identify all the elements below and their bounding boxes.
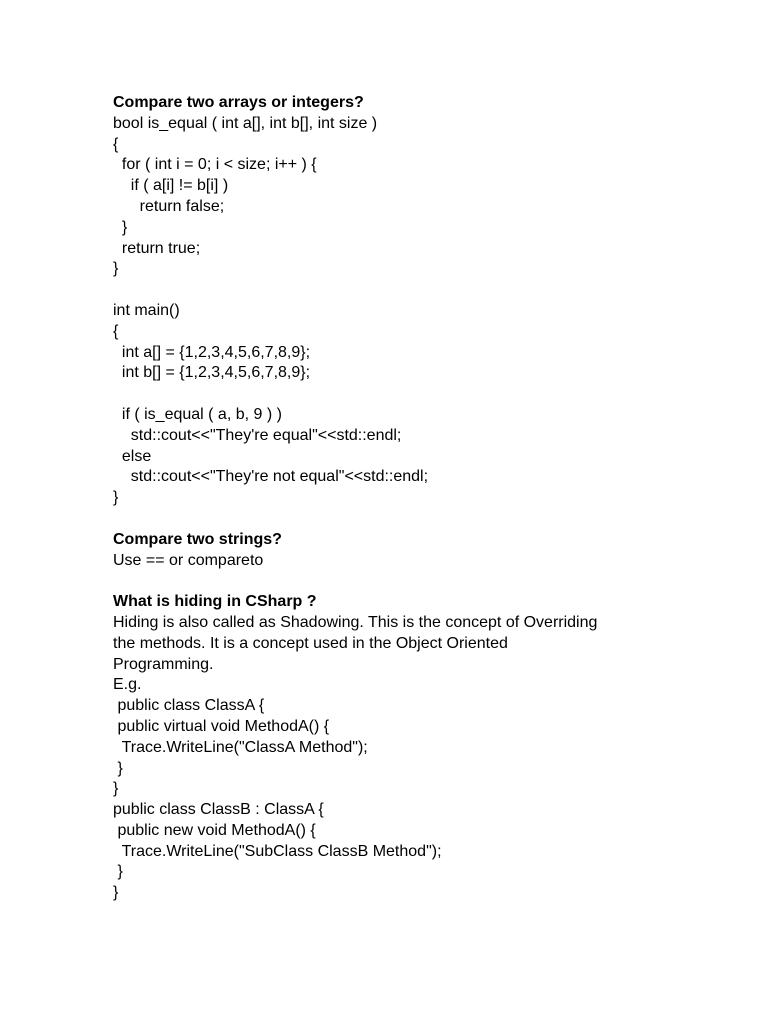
code-line: int b[] = {1,2,3,4,5,6,7,8,9}; <box>113 364 311 382</box>
code-line: if ( a[i] != b[i] ) <box>113 177 229 195</box>
code-line: int main() <box>113 301 180 319</box>
body-text-compare-strings: Use == or compareto <box>113 551 264 569</box>
paragraph-line: Programming. <box>113 655 214 673</box>
code-line: public new void MethodA() { <box>113 821 316 839</box>
code-line: } <box>113 260 119 278</box>
code-line: { <box>113 322 119 340</box>
spacer <box>113 509 713 530</box>
code-line: return true; <box>113 239 201 257</box>
heading-compare-strings: Compare two strings? <box>113 530 282 548</box>
code-line: for ( int i = 0; i < size; i++ ) { <box>113 156 317 174</box>
code-line: bool is_equal ( int a[], int b[], int size ) <box>113 114 378 132</box>
code-line: public class ClassA { <box>113 697 265 715</box>
code-line: else <box>113 447 152 465</box>
code-line: int a[] = {1,2,3,4,5,6,7,8,9}; <box>113 343 311 361</box>
code-line: } <box>113 489 119 507</box>
paragraph-line: the methods. It is a concept used in the Object Oriented <box>113 634 508 652</box>
heading-compare-arrays: Compare two arrays or integers? <box>113 94 364 111</box>
code-line <box>113 384 713 405</box>
code-line: } <box>113 218 128 236</box>
code-line <box>113 280 713 301</box>
code-line: std::cout<<"They're equal"<<std::endl; <box>113 426 402 444</box>
code-line: } <box>113 759 123 777</box>
code-block-compare-arrays <box>113 114 713 509</box>
code-line: } <box>113 780 119 798</box>
code-line: } <box>113 884 119 902</box>
spacer <box>113 571 713 592</box>
code-block-hiding <box>113 696 713 904</box>
code-line: if ( is_equal ( a, b, 9 ) ) <box>113 405 282 423</box>
code-line: Trace.WriteLine("ClassA Method"); <box>113 738 368 756</box>
code-line: public virtual void MethodA() { <box>113 717 330 735</box>
paragraph-hiding <box>113 613 713 675</box>
code-line: } <box>113 863 123 881</box>
example-label: E.g. <box>113 676 142 694</box>
code-line: { <box>113 135 119 153</box>
document-page <box>113 93 713 904</box>
code-line: return false; <box>113 197 225 215</box>
paragraph-line: Hiding is also called as Shadowing. This is the concept of Overriding <box>113 613 598 631</box>
heading-hiding-csharp: What is hiding in CSharp ? <box>113 593 317 611</box>
code-line: Trace.WriteLine("SubClass ClassB Method"); <box>113 842 442 860</box>
code-line: std::cout<<"They're not equal"<<std::endl; <box>113 468 429 486</box>
code-line: public class ClassB : ClassA { <box>113 801 324 819</box>
